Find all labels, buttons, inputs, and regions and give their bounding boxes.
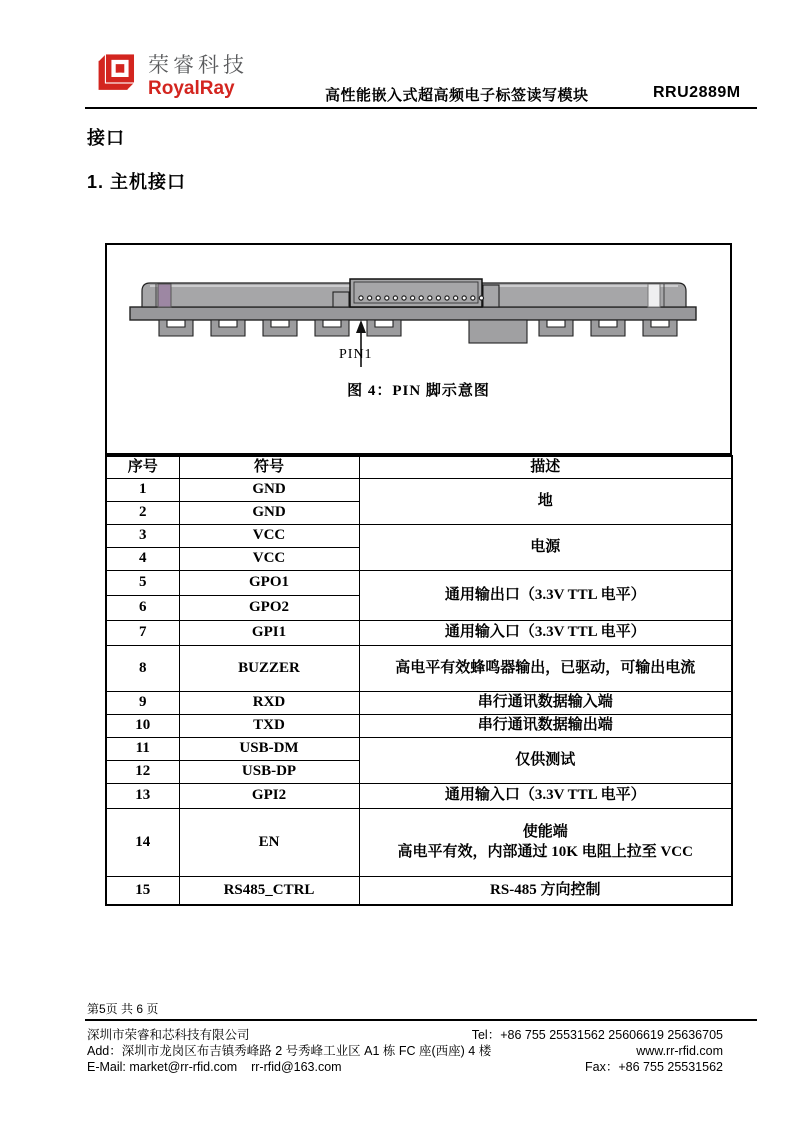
table-row xyxy=(106,808,732,876)
pin-desc-cell: 仅供测试 xyxy=(359,737,732,783)
pin-symbol-cell: VCC xyxy=(179,547,359,570)
table-row xyxy=(106,570,732,595)
pin-number-cell: 7 xyxy=(106,620,179,645)
table-row xyxy=(106,645,732,691)
table-row xyxy=(106,524,732,547)
pin-symbol-cell: VCC xyxy=(179,524,359,547)
pin-symbol-cell: RS485_CTRL xyxy=(179,876,359,905)
pin-symbol-cell: GND xyxy=(179,478,359,501)
column-header-symbol: 符号 xyxy=(179,456,359,478)
fax: Fax：+86 755 25531562 xyxy=(585,1060,723,1074)
pin-definition-table xyxy=(105,455,733,906)
pin-desc-cell: 串行通讯数据输出端 xyxy=(359,714,732,737)
page-number: 第5页 共 6 页 xyxy=(87,1002,159,1016)
table-row xyxy=(106,737,732,760)
pin-number-cell: 15 xyxy=(106,876,179,905)
pin-symbol-cell: GND xyxy=(179,501,359,524)
address: Add：深圳市龙岗区布吉镇秀峰路 2 号秀峰工业区 A1 栋 FC 座(西座) 4 楼 xyxy=(87,1044,492,1058)
pin-desc-cell xyxy=(359,808,732,876)
pin-desc-cell: 通用输入口（3.3V TTL 电平） xyxy=(359,620,732,645)
pin-symbol-cell: GPO2 xyxy=(179,595,359,620)
document-title: 高性能嵌入式超高频电子标签读写模块 xyxy=(325,88,589,104)
website: www.rr-rfid.com xyxy=(636,1044,723,1058)
module-side-view-diagram xyxy=(127,271,709,383)
pin-number-cell: 13 xyxy=(106,783,179,808)
pin-number-cell: 3 xyxy=(106,524,179,547)
pin-symbol-cell: TXD xyxy=(179,714,359,737)
pin-number-cell: 4 xyxy=(106,547,179,570)
pin-number-cell: 6 xyxy=(106,595,179,620)
pin-symbol-cell: USB-DM xyxy=(179,737,359,760)
pin-number-cell: 10 xyxy=(106,714,179,737)
pin-desc-line2: 高电平有效，内部通过 10K 电阻上拉至 VCC xyxy=(397,844,693,860)
table-row xyxy=(106,714,732,737)
column-header-description: 描述 xyxy=(359,456,732,478)
pin-symbol-cell: EN xyxy=(179,808,359,876)
pin-number-cell: 9 xyxy=(106,691,179,714)
pin-number-cell: 1 xyxy=(106,478,179,501)
logo-text-en: RoyalRay xyxy=(148,78,235,99)
subsection-heading-host-interface: 1. 主机接口 xyxy=(87,172,187,192)
logo-text xyxy=(148,50,248,100)
pin-desc-cell: 串行通讯数据输入端 xyxy=(359,691,732,714)
pin-number-cell: 12 xyxy=(106,760,179,783)
section-heading-interface: 接口 xyxy=(87,128,125,148)
pin-symbol-cell: BUZZER xyxy=(179,645,359,691)
pin-number-cell: 5 xyxy=(106,570,179,595)
table-row xyxy=(106,478,732,501)
pin-symbol-cell: GPI2 xyxy=(179,783,359,808)
model-number: RRU2889M xyxy=(653,84,741,101)
pin-number-cell: 14 xyxy=(106,808,179,876)
telephone: Tel：+86 755 25531562 25606619 25636705 xyxy=(471,1028,723,1042)
pin-desc-cell: 地 xyxy=(359,478,732,524)
pin-desc-cell: 通用输出口（3.3V TTL 电平） xyxy=(359,570,732,620)
pin-symbol-cell: GPI1 xyxy=(179,620,359,645)
company-name: 深圳市荣睿和芯科技有限公司 xyxy=(87,1028,250,1042)
table-row xyxy=(106,620,732,645)
footer-row xyxy=(87,1059,723,1075)
logo-text-cn: 荣睿科技 xyxy=(148,54,248,77)
pin-desc-cell: 电源 xyxy=(359,524,732,570)
pin-desc-cell: 通用输入口（3.3V TTL 电平） xyxy=(359,783,732,808)
pin1-label: PIN1 xyxy=(339,347,373,362)
table-row xyxy=(106,691,732,714)
table-row xyxy=(106,783,732,808)
header-divider xyxy=(85,107,757,109)
column-header-number: 序号 xyxy=(106,456,179,478)
pin-symbol-cell: GPO1 xyxy=(179,570,359,595)
pin-symbol-cell: USB-DP xyxy=(179,760,359,783)
footer xyxy=(87,1027,723,1075)
footer-row xyxy=(87,1043,723,1059)
table-header-row xyxy=(106,456,732,478)
table-row xyxy=(106,876,732,905)
footer-divider xyxy=(85,1019,757,1021)
pin-number-cell: 2 xyxy=(106,501,179,524)
pin-number-cell: 8 xyxy=(106,645,179,691)
pin-figure-box xyxy=(105,243,732,455)
figure-caption: 图 4：PIN 脚示意图 xyxy=(347,383,490,399)
pin-symbol-cell: RXD xyxy=(179,691,359,714)
pin-number-cell: 11 xyxy=(106,737,179,760)
pin-desc-line1: 使能端 xyxy=(522,823,568,840)
pin-desc-cell: 高电平有效蜂鸣器输出，已驱动，可输出电流 xyxy=(359,645,732,691)
footer-row xyxy=(87,1027,723,1043)
royalray-logo-icon xyxy=(90,50,138,104)
pin-desc-cell: RS-485 方向控制 xyxy=(359,876,732,905)
company-logo xyxy=(90,50,248,104)
email: E-Mail: market@rr-rfid.com rr-rfid@163.com xyxy=(87,1060,342,1074)
